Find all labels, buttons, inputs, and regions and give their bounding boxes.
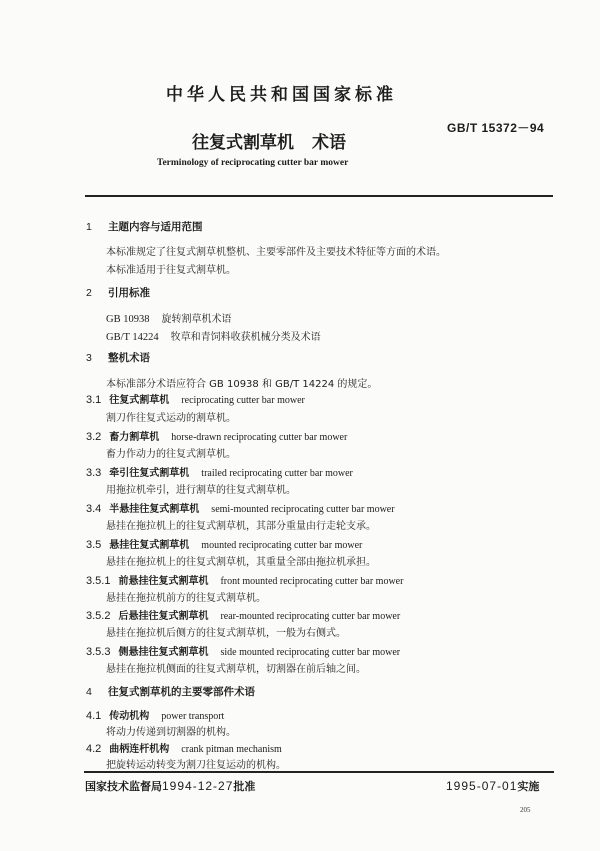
term-cn: 半悬挂往复式割草机	[109, 504, 200, 515]
reference-code: GB 10938	[106, 314, 150, 325]
title-english: Terminology of reciprocating cutter bar mower	[157, 158, 349, 168]
national-standard-heading: 中华人民共和国国家标准	[166, 85, 397, 105]
term-3-1	[86, 391, 305, 406]
term-3-4	[86, 500, 395, 515]
section-3-intro: 本标准部分术语应符合 GB 10938 和 GB/T 14224 的规定。	[106, 379, 378, 390]
term-cn: 往复式割草机	[109, 395, 170, 406]
term-cn: 前悬挂往复式割草机	[118, 576, 209, 587]
term-3-5-3	[86, 643, 400, 658]
term-3-2	[86, 428, 347, 443]
effective-line	[446, 778, 539, 794]
term-3-5-def: 悬挂在拖拉机上的往复式割草机，其重量全部由拖拉机承担。	[106, 557, 376, 568]
term-3-4-def: 悬挂在拖拉机上的往复式割草机，其部分重量由行走轮支承。	[106, 521, 376, 532]
term-3-3-def: 用拖拉机牵引，进行割草的往复式割草机。	[106, 485, 296, 496]
section-3-heading	[86, 350, 150, 365]
section-4-heading	[86, 684, 255, 699]
top-rule	[85, 195, 553, 197]
effective-date: 1995-07-01	[446, 779, 518, 793]
title-cn-part1: 往复式割草机	[192, 133, 294, 153]
reference-title: 旋转割草机术语	[161, 314, 232, 325]
term-number: 3.4	[86, 503, 102, 515]
term-3-5	[86, 536, 362, 551]
reference-item	[106, 310, 231, 325]
section-1-para2: 本标准适用于往复式割草机。	[106, 265, 236, 276]
term-number: 3.5.1	[86, 575, 111, 587]
term-en: mounted reciprocating cutter bar mower	[201, 540, 363, 551]
term-number: 3.2	[86, 431, 102, 443]
term-number: 3.1	[86, 394, 102, 406]
term-4-1	[86, 707, 224, 722]
section-number: 1	[86, 221, 92, 233]
term-cn: 悬挂往复式割草机	[109, 540, 190, 551]
approval-line	[85, 778, 255, 794]
term-cn: 曲柄连杆机构	[109, 744, 170, 755]
term-4-2-def: 把旋转运动转变为割刀往复运动的机构。	[106, 760, 286, 771]
term-3-5-1	[86, 572, 403, 587]
term-en: rear-mounted reciprocating cutter bar mower	[220, 611, 401, 622]
section-title: 引用标准	[108, 287, 150, 299]
section-title: 往复式割草机的主要零部件术语	[108, 686, 255, 698]
term-number: 3.5.3	[86, 646, 111, 658]
term-number: 3.5	[86, 539, 102, 551]
term-number: 4.1	[86, 710, 102, 722]
term-en: side mounted reciprocating cutter bar mower	[220, 647, 401, 658]
term-3-5-1-def: 悬挂在拖拉机前方的往复式割草机。	[106, 593, 266, 604]
term-en: reciprocating cutter bar mower	[181, 395, 305, 406]
section-number: 4	[86, 686, 92, 698]
term-en: power transport	[161, 711, 225, 722]
term-cn: 后悬挂往复式割草机	[118, 611, 209, 622]
term-cn: 牵引往复式割草机	[109, 468, 190, 479]
approval-date: 1994-12-27	[162, 779, 234, 793]
term-number: 3.3	[86, 467, 102, 479]
reference-item	[106, 328, 321, 343]
section-number: 2	[86, 287, 92, 299]
term-3-5-3-def: 悬挂在拖拉机侧面的往复式割草机，切割器在前后轴之间。	[106, 664, 366, 675]
term-cn: 侧悬挂往复式割草机	[118, 647, 209, 658]
term-3-3	[86, 464, 353, 479]
section-1-para1: 本标准规定了往复式割草机整机、主要零部件及主要技术特征等方面的术语。	[106, 247, 446, 258]
reference-title: 牧草和青饲料收获机械分类及术语	[170, 332, 321, 343]
term-en: semi-mounted reciprocating cutter bar mower	[211, 504, 395, 515]
term-en: horse-drawn reciprocating cutter bar mower	[171, 432, 348, 443]
term-en: trailed reciprocating cutter bar mower	[201, 468, 353, 479]
title-cn-part2: 术语	[312, 133, 346, 153]
title-chinese	[192, 128, 346, 153]
term-3-5-2-def: 悬挂在拖拉机后侧方的往复式割草机，一般为右侧式。	[106, 628, 346, 639]
standard-number: GB/T 15372－94	[447, 121, 545, 135]
section-title: 主题内容与适用范围	[108, 221, 203, 233]
section-1-heading	[86, 219, 203, 234]
term-en: crank pitman mechanism	[181, 744, 282, 755]
reference-code: GB/T 14224	[106, 332, 159, 343]
term-cn: 畜力割草机	[109, 432, 160, 443]
term-en: front mounted reciprocating cutter bar mower	[220, 576, 404, 587]
section-number: 3	[86, 352, 92, 364]
term-cn: 传动机构	[109, 711, 150, 722]
page-number: 205	[520, 806, 531, 814]
term-4-2	[86, 740, 282, 755]
bottom-rule	[84, 771, 554, 773]
approval-org: 国家技术监督局	[85, 780, 162, 793]
term-number: 3.5.2	[86, 610, 111, 622]
term-4-1-def: 将动力传递到切割器的机构。	[106, 727, 236, 738]
section-title: 整机术语	[108, 352, 150, 364]
term-3-1-def: 割刀作往复式运动的割草机。	[106, 413, 236, 424]
effective-label: 实施	[517, 780, 540, 793]
term-number: 4.2	[86, 743, 102, 755]
section-2-heading	[86, 285, 150, 300]
approval-label: 批准	[233, 780, 256, 793]
term-3-2-def: 畜力作动力的往复式割草机。	[106, 449, 236, 460]
term-3-5-2	[86, 607, 400, 622]
